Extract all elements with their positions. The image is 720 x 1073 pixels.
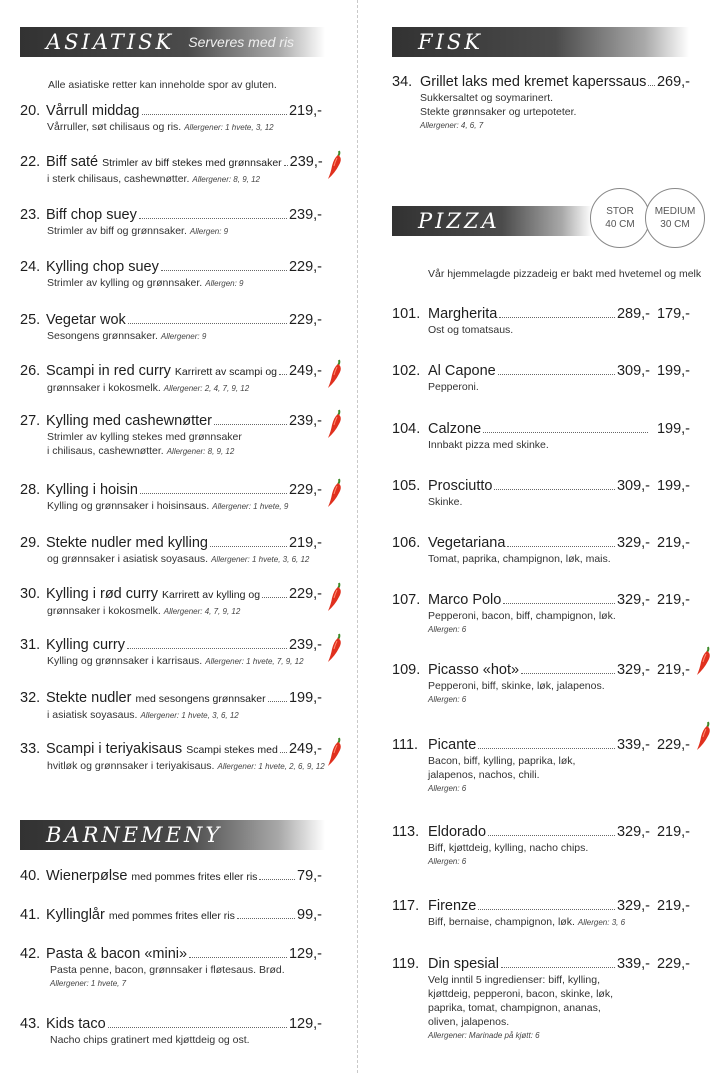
item-row xyxy=(392,824,690,841)
menu-item xyxy=(20,535,322,567)
item-number: 30. xyxy=(20,586,41,602)
item-description-line xyxy=(20,499,322,514)
item-price-large: 309,- xyxy=(616,478,650,494)
asiatisk-note: Alle asiatiske retter kan inneholde spor av gluten. xyxy=(48,79,277,91)
leader-dots xyxy=(521,673,615,674)
item-description-line xyxy=(392,915,690,930)
leader-dots xyxy=(237,918,295,919)
item-price-medium: 219,- xyxy=(656,824,690,840)
item-number: 20. xyxy=(20,103,41,119)
item-price-medium: 179,- xyxy=(656,306,690,322)
menu-item xyxy=(20,154,322,187)
item-price-medium: 219,- xyxy=(656,592,690,608)
item-name: Marco Polo xyxy=(428,592,502,608)
size-medium-label: MEDIUM xyxy=(654,206,696,217)
item-name: Vårrull middag xyxy=(46,103,140,119)
item-number: 107. xyxy=(392,592,421,608)
item-row xyxy=(20,868,322,886)
item-allergens: Allergen: 3, 6 xyxy=(577,918,626,927)
item-price-medium: 219,- xyxy=(656,535,690,551)
item-price-medium: 219,- xyxy=(656,898,690,914)
item-price: 239,- xyxy=(288,207,322,223)
chili-icon xyxy=(695,646,713,676)
item-description: i sterk chilisaus, cashewnøtter. xyxy=(47,173,190,185)
item-number: 24. xyxy=(20,259,41,275)
item-allergens: Allergen: 6 xyxy=(428,695,467,704)
item-row xyxy=(20,1016,322,1033)
item-row xyxy=(20,259,322,276)
item-name: Din spesial xyxy=(428,956,499,972)
item-row xyxy=(20,907,322,925)
leader-dots xyxy=(127,648,287,649)
chili-icon xyxy=(326,737,344,767)
item-name: Al Capone xyxy=(428,363,496,379)
item-row xyxy=(392,478,690,495)
size-large-cm: 40 CM xyxy=(605,219,635,230)
item-row xyxy=(392,956,690,973)
item-price-medium: 199,- xyxy=(656,421,690,437)
item-price-large: 339,- xyxy=(616,956,650,972)
item-name: Kylling chop suey xyxy=(46,259,159,275)
item-price: 239,- xyxy=(288,413,322,429)
item-name: Scampi in red curry xyxy=(46,363,171,379)
item-price: 199,- xyxy=(288,690,322,706)
item-number: 102. xyxy=(392,363,421,379)
item-name: Vegetar wok xyxy=(46,312,126,328)
chili-icon xyxy=(326,409,344,439)
item-description: Stekte grønnsaker og urtepoteter. xyxy=(420,106,577,118)
item-row xyxy=(20,154,322,172)
item-number: 109. xyxy=(392,662,421,678)
item-name: Calzone xyxy=(428,421,482,437)
item-name: Wienerpølse xyxy=(46,868,128,884)
menu-item xyxy=(20,482,322,514)
leader-dots xyxy=(189,957,287,958)
item-price-large: 329,- xyxy=(616,898,650,914)
item-description: kjøttdeig, pepperoni, bacon, skinke, løk, xyxy=(428,988,614,1000)
leader-dots xyxy=(478,748,615,749)
menu-item xyxy=(392,662,690,706)
item-price-large: 339,- xyxy=(616,737,650,753)
item-inline-desc: Karrirett av kylling og xyxy=(162,589,261,601)
item-price: 219,- xyxy=(288,103,322,119)
item-name: Margherita xyxy=(428,306,498,322)
item-number: 22. xyxy=(20,154,41,170)
item-row xyxy=(20,586,322,604)
menu-item xyxy=(20,586,322,619)
menu-item xyxy=(20,907,322,925)
item-description: Strimler av kylling stekes med grønnsaker xyxy=(47,431,242,443)
menu-item xyxy=(20,741,325,774)
item-row xyxy=(392,363,690,380)
leader-dots xyxy=(142,114,287,115)
asiatisk-banner xyxy=(20,27,325,57)
menu-item xyxy=(392,956,690,1042)
item-number: 33. xyxy=(20,741,41,757)
menu-item xyxy=(392,421,690,452)
item-number: 31. xyxy=(20,637,41,653)
leader-dots xyxy=(501,967,615,968)
item-description: Biff, kjøttdeig, kylling, nacho chips. xyxy=(428,842,589,854)
fisk-title: FISK xyxy=(418,30,483,54)
item-row xyxy=(20,946,322,963)
item-name: Kylling med cashewnøtter xyxy=(46,413,213,429)
barnemeny-title: BARNEMENY xyxy=(46,823,223,847)
item-allergens: Allergener: 9 xyxy=(160,332,207,341)
item-description: Nacho chips gratinert med kjøttdeig og ost. xyxy=(50,1034,250,1046)
item-price-medium: 219,- xyxy=(656,662,690,678)
leader-dots xyxy=(268,701,287,702)
item-row xyxy=(392,535,690,552)
item-number: 32. xyxy=(20,690,41,706)
item-price: 269,- xyxy=(656,74,690,90)
item-row xyxy=(20,637,322,654)
leader-dots xyxy=(280,752,287,753)
item-allergens: Allergen: 9 xyxy=(205,279,244,288)
item-description: Biff, bernaise, champignon, løk. xyxy=(428,916,575,928)
item-description-line xyxy=(20,552,322,567)
leader-dots xyxy=(488,835,615,836)
item-allergens: Allergener: 1 hvete, 3, 12 xyxy=(184,123,274,132)
item-number: 104. xyxy=(392,421,421,437)
item-allergens: Allergen: 6 xyxy=(428,625,467,634)
item-price: 229,- xyxy=(288,312,322,328)
leader-dots xyxy=(161,270,287,271)
item-description: Kylling og grønnsaker i hoisinsaus. xyxy=(47,500,210,512)
item-price-medium: 199,- xyxy=(656,478,690,494)
item-description-line xyxy=(20,172,322,187)
leader-dots xyxy=(140,493,287,494)
menu-item xyxy=(20,637,322,669)
item-name: Prosciutto xyxy=(428,478,493,494)
chili-icon xyxy=(326,359,344,389)
item-description: Pepperoni, bacon, biff, champignon, løk. xyxy=(428,610,616,622)
item-inline-desc: Scampi stekes med xyxy=(186,744,278,756)
leader-dots xyxy=(494,489,614,490)
item-row xyxy=(20,482,322,499)
item-description: Bacon, biff, kylling, paprika, løk, xyxy=(428,755,576,767)
item-name: Kids taco xyxy=(46,1016,106,1032)
item-row xyxy=(392,737,690,754)
item-description-line xyxy=(20,604,322,619)
item-allergens: Allergener: 1 hvete, 3, 6, 12 xyxy=(211,555,310,564)
item-name: Scampi i teriyakisaus xyxy=(46,741,183,757)
item-number: 105. xyxy=(392,478,421,494)
leader-dots xyxy=(499,317,615,318)
pizza-title: PIZZA xyxy=(418,209,500,233)
item-number: 42. xyxy=(20,946,41,962)
item-description: jalapenos, nachos, chili. xyxy=(428,769,540,781)
menu-item xyxy=(20,363,322,396)
item-allergens: Allergener: 8, 9, 12 xyxy=(192,175,260,184)
item-description: Pepperoni. xyxy=(428,381,479,393)
item-price-large: 309,- xyxy=(616,363,650,379)
item-price: 249,- xyxy=(288,363,322,379)
item-number: 23. xyxy=(20,207,41,223)
item-description-line xyxy=(20,224,322,239)
leader-dots xyxy=(279,374,287,375)
leader-dots xyxy=(139,218,287,219)
item-allergens: Allergener: 1 hvete, 7 xyxy=(50,979,127,988)
item-name: Kylling i rød curry xyxy=(46,586,158,602)
item-price-large: 289,- xyxy=(616,306,650,322)
item-inline-desc: med sesongens grønnsaker xyxy=(135,693,266,705)
right-column xyxy=(392,0,710,1073)
item-description: hvitløk og grønnsaker i teriyakisaus. xyxy=(47,760,215,772)
menu-item xyxy=(392,737,690,795)
item-row xyxy=(392,592,690,609)
fisk-banner xyxy=(392,27,689,57)
item-price: 229,- xyxy=(288,482,322,498)
menu-item xyxy=(20,1016,322,1047)
item-row xyxy=(392,74,690,91)
item-inline-desc: Strimler av biff stekes med grønnsaker xyxy=(102,157,282,169)
item-allergens: Allergener: 1 hvete, 3, 6, 12 xyxy=(140,711,239,720)
menu-item xyxy=(392,824,690,868)
item-row xyxy=(392,898,690,915)
item-description-line xyxy=(20,120,322,135)
menu-item xyxy=(20,207,322,239)
item-description: og grønnsaker i asiatisk soyasaus. xyxy=(47,553,209,565)
leader-dots xyxy=(108,1027,287,1028)
size-large-label: STOR xyxy=(606,206,634,217)
menu-item xyxy=(392,592,690,636)
item-allergens: Allergener: 1 hvete, 2, 6, 9, 12 xyxy=(217,762,325,771)
item-row xyxy=(20,207,322,224)
leader-dots xyxy=(503,603,615,604)
item-description: Sukkersaltet og soymarinert. xyxy=(420,92,554,104)
chili-icon xyxy=(326,633,344,663)
item-number: 119. xyxy=(392,956,420,972)
item-row xyxy=(20,413,322,430)
item-name: Picasso «hot» xyxy=(428,662,520,678)
leader-dots xyxy=(284,165,288,166)
item-price-large: 329,- xyxy=(616,824,650,840)
item-description: Ost og tomatsaus. xyxy=(428,324,514,336)
chili-icon xyxy=(326,478,344,508)
item-price: 239,- xyxy=(288,637,322,653)
item-description: oliven, jalapenos. xyxy=(428,1016,510,1028)
item-description-line xyxy=(20,708,322,723)
item-name: Eldorado xyxy=(428,824,487,840)
item-price-large: 329,- xyxy=(616,662,650,678)
column-divider xyxy=(357,0,358,1073)
leader-dots xyxy=(478,909,615,910)
item-name: Vegetariana xyxy=(428,535,506,551)
item-allergens: Allergen: 6 xyxy=(428,857,467,866)
leader-dots xyxy=(498,374,615,375)
leader-dots xyxy=(648,85,655,86)
menu-item xyxy=(20,413,322,459)
item-allergens: Allergener: Marinade på kjøtt: 6 xyxy=(428,1031,540,1040)
item-name: Biff saté xyxy=(46,154,99,170)
item-name: Biff chop suey xyxy=(46,207,137,223)
item-number: 106. xyxy=(392,535,421,551)
item-description: Sesongens grønnsaker. xyxy=(47,330,158,342)
item-row xyxy=(20,363,322,381)
item-price: 219,- xyxy=(288,535,322,551)
menu-item xyxy=(392,898,690,930)
item-description: grønnsaker i kokosmelk. xyxy=(47,605,161,617)
item-row xyxy=(20,690,322,708)
item-name: Kyllinglår xyxy=(46,907,105,923)
item-allergens: Allergener: 1 hvete, 9 xyxy=(212,502,289,511)
item-description: Strimler av biff og grønnsaker. xyxy=(47,225,187,237)
item-description-line xyxy=(20,276,322,291)
item-name: Grillet laks med kremet kaperssaus xyxy=(420,74,647,90)
menu-item xyxy=(392,535,690,566)
item-number: 25. xyxy=(20,312,41,328)
item-description-line xyxy=(20,329,322,344)
item-name: Kylling curry xyxy=(46,637,125,653)
item-number: 29. xyxy=(20,535,41,551)
item-name: Pasta & bacon «mini» xyxy=(46,946,188,962)
item-row xyxy=(392,662,690,679)
leader-dots xyxy=(210,546,287,547)
item-number: 113. xyxy=(392,824,420,840)
item-row xyxy=(20,103,322,120)
item-number: 117. xyxy=(392,898,420,914)
item-price: 239,- xyxy=(289,154,323,170)
item-price: 129,- xyxy=(288,1016,322,1032)
leader-dots xyxy=(259,879,295,880)
item-name: Picante xyxy=(428,737,477,753)
item-description-line xyxy=(20,654,322,669)
chili-icon xyxy=(326,150,344,180)
item-allergens: Allergener: 8, 9, 12 xyxy=(166,447,235,456)
item-number: 34. xyxy=(392,74,413,90)
item-name: Kylling i hoisin xyxy=(46,482,138,498)
leader-dots xyxy=(214,424,287,425)
item-number: 26. xyxy=(20,363,41,379)
item-description-line xyxy=(20,444,322,459)
item-description: Pasta penne, bacon, grønnsaker i fløtesaus. Brød. xyxy=(50,964,285,976)
item-price: 99,- xyxy=(297,907,322,923)
item-description: paprika, tomat, champignon, ananas, xyxy=(428,1002,601,1014)
pizza-note: Vår hjemmelagde pizzadeig er bakt med hvetemel og melk xyxy=(428,268,702,280)
leader-dots xyxy=(262,597,287,598)
size-medium-cm: 30 CM xyxy=(660,219,690,230)
item-inline-desc: med pommes frites eller ris xyxy=(131,871,258,883)
item-number: 41. xyxy=(20,907,41,923)
item-row xyxy=(392,421,690,438)
item-number: 101. xyxy=(392,306,421,322)
item-price-medium: 229,- xyxy=(656,956,690,972)
item-row xyxy=(20,312,322,329)
item-inline-desc: med pommes frites eller ris xyxy=(108,910,235,922)
item-allergens: Allergener: 4, 6, 7 xyxy=(420,121,484,130)
item-description: i asiatisk soyasaus. xyxy=(47,709,138,721)
menu-item xyxy=(20,312,322,344)
menu-item xyxy=(20,946,322,990)
item-description: grønnsaker i kokosmelk. xyxy=(47,382,161,394)
item-price: 229,- xyxy=(288,586,322,602)
item-number: 43. xyxy=(20,1016,41,1032)
item-allergens: Allergener: 1 hvete, 7, 9, 12 xyxy=(205,657,304,666)
item-name: Stekte nudler med kylling xyxy=(46,535,208,551)
item-allergens: Allergener: 4, 7, 9, 12 xyxy=(163,607,241,616)
item-row xyxy=(392,306,690,323)
leader-dots xyxy=(128,323,287,324)
menu-item xyxy=(20,868,322,886)
item-inline-desc: Karrirett av scampi og xyxy=(174,366,278,378)
item-price: 129,- xyxy=(288,946,322,962)
item-price: 79,- xyxy=(297,868,322,884)
item-description: Skinke. xyxy=(428,496,463,508)
item-allergens: Allergen: 9 xyxy=(189,227,229,236)
item-description-line xyxy=(20,759,325,774)
item-row xyxy=(20,535,322,552)
item-number: 27. xyxy=(20,413,41,429)
menu-item xyxy=(392,478,690,509)
item-allergens: Allergen: 6 xyxy=(428,784,467,793)
left-column xyxy=(20,0,350,1073)
item-name: Stekte nudler xyxy=(46,690,132,706)
item-description: Pepperoni, biff, skinke, løk, jalapenos. xyxy=(428,680,605,692)
asiatisk-subtitle: Serveres med ris xyxy=(188,34,295,50)
menu-item xyxy=(20,690,322,723)
item-price-large: 329,- xyxy=(616,592,650,608)
item-price: 249,- xyxy=(288,741,322,757)
item-description-line xyxy=(20,381,322,396)
menu-item xyxy=(392,74,690,132)
item-number: 40. xyxy=(20,868,41,884)
leader-dots xyxy=(483,432,648,433)
barnemeny-banner xyxy=(20,820,325,850)
menu-item xyxy=(20,259,322,291)
leader-dots xyxy=(507,546,615,547)
item-number: 28. xyxy=(20,482,41,498)
item-description: Vårruller, søt chilisaus og ris. xyxy=(47,121,182,133)
size-large-badge xyxy=(590,188,650,248)
item-name: Firenze xyxy=(428,898,477,914)
item-description: Innbakt pizza med skinke. xyxy=(428,439,549,451)
item-price: 229,- xyxy=(288,259,322,275)
item-description: Velg inntil 5 ingredienser: biff, kylling, xyxy=(428,974,600,986)
chili-icon xyxy=(695,721,713,751)
size-medium-badge xyxy=(645,188,705,248)
item-description: i chilisaus, cashewnøtter. xyxy=(47,445,164,457)
item-allergens: Allergener: 2, 4, 7, 9, 12 xyxy=(163,384,250,393)
item-description: Tomat, paprika, champignon, løk, mais. xyxy=(428,553,611,565)
item-price-medium: 229,- xyxy=(656,737,690,753)
menu-item xyxy=(392,306,690,337)
pizza-banner xyxy=(392,206,592,236)
item-description: Strimler av kylling og grønnsaker. xyxy=(47,277,203,289)
item-price-medium: 199,- xyxy=(656,363,690,379)
item-number: 111. xyxy=(392,737,419,753)
menu-item xyxy=(20,103,322,135)
chili-icon xyxy=(326,582,344,612)
menu-item xyxy=(392,363,690,394)
item-price-large: 329,- xyxy=(616,535,650,551)
item-row xyxy=(20,741,322,759)
asiatisk-title: ASIATISK xyxy=(46,30,175,54)
item-description: Kylling og grønnsaker i karrisaus. xyxy=(47,655,203,667)
